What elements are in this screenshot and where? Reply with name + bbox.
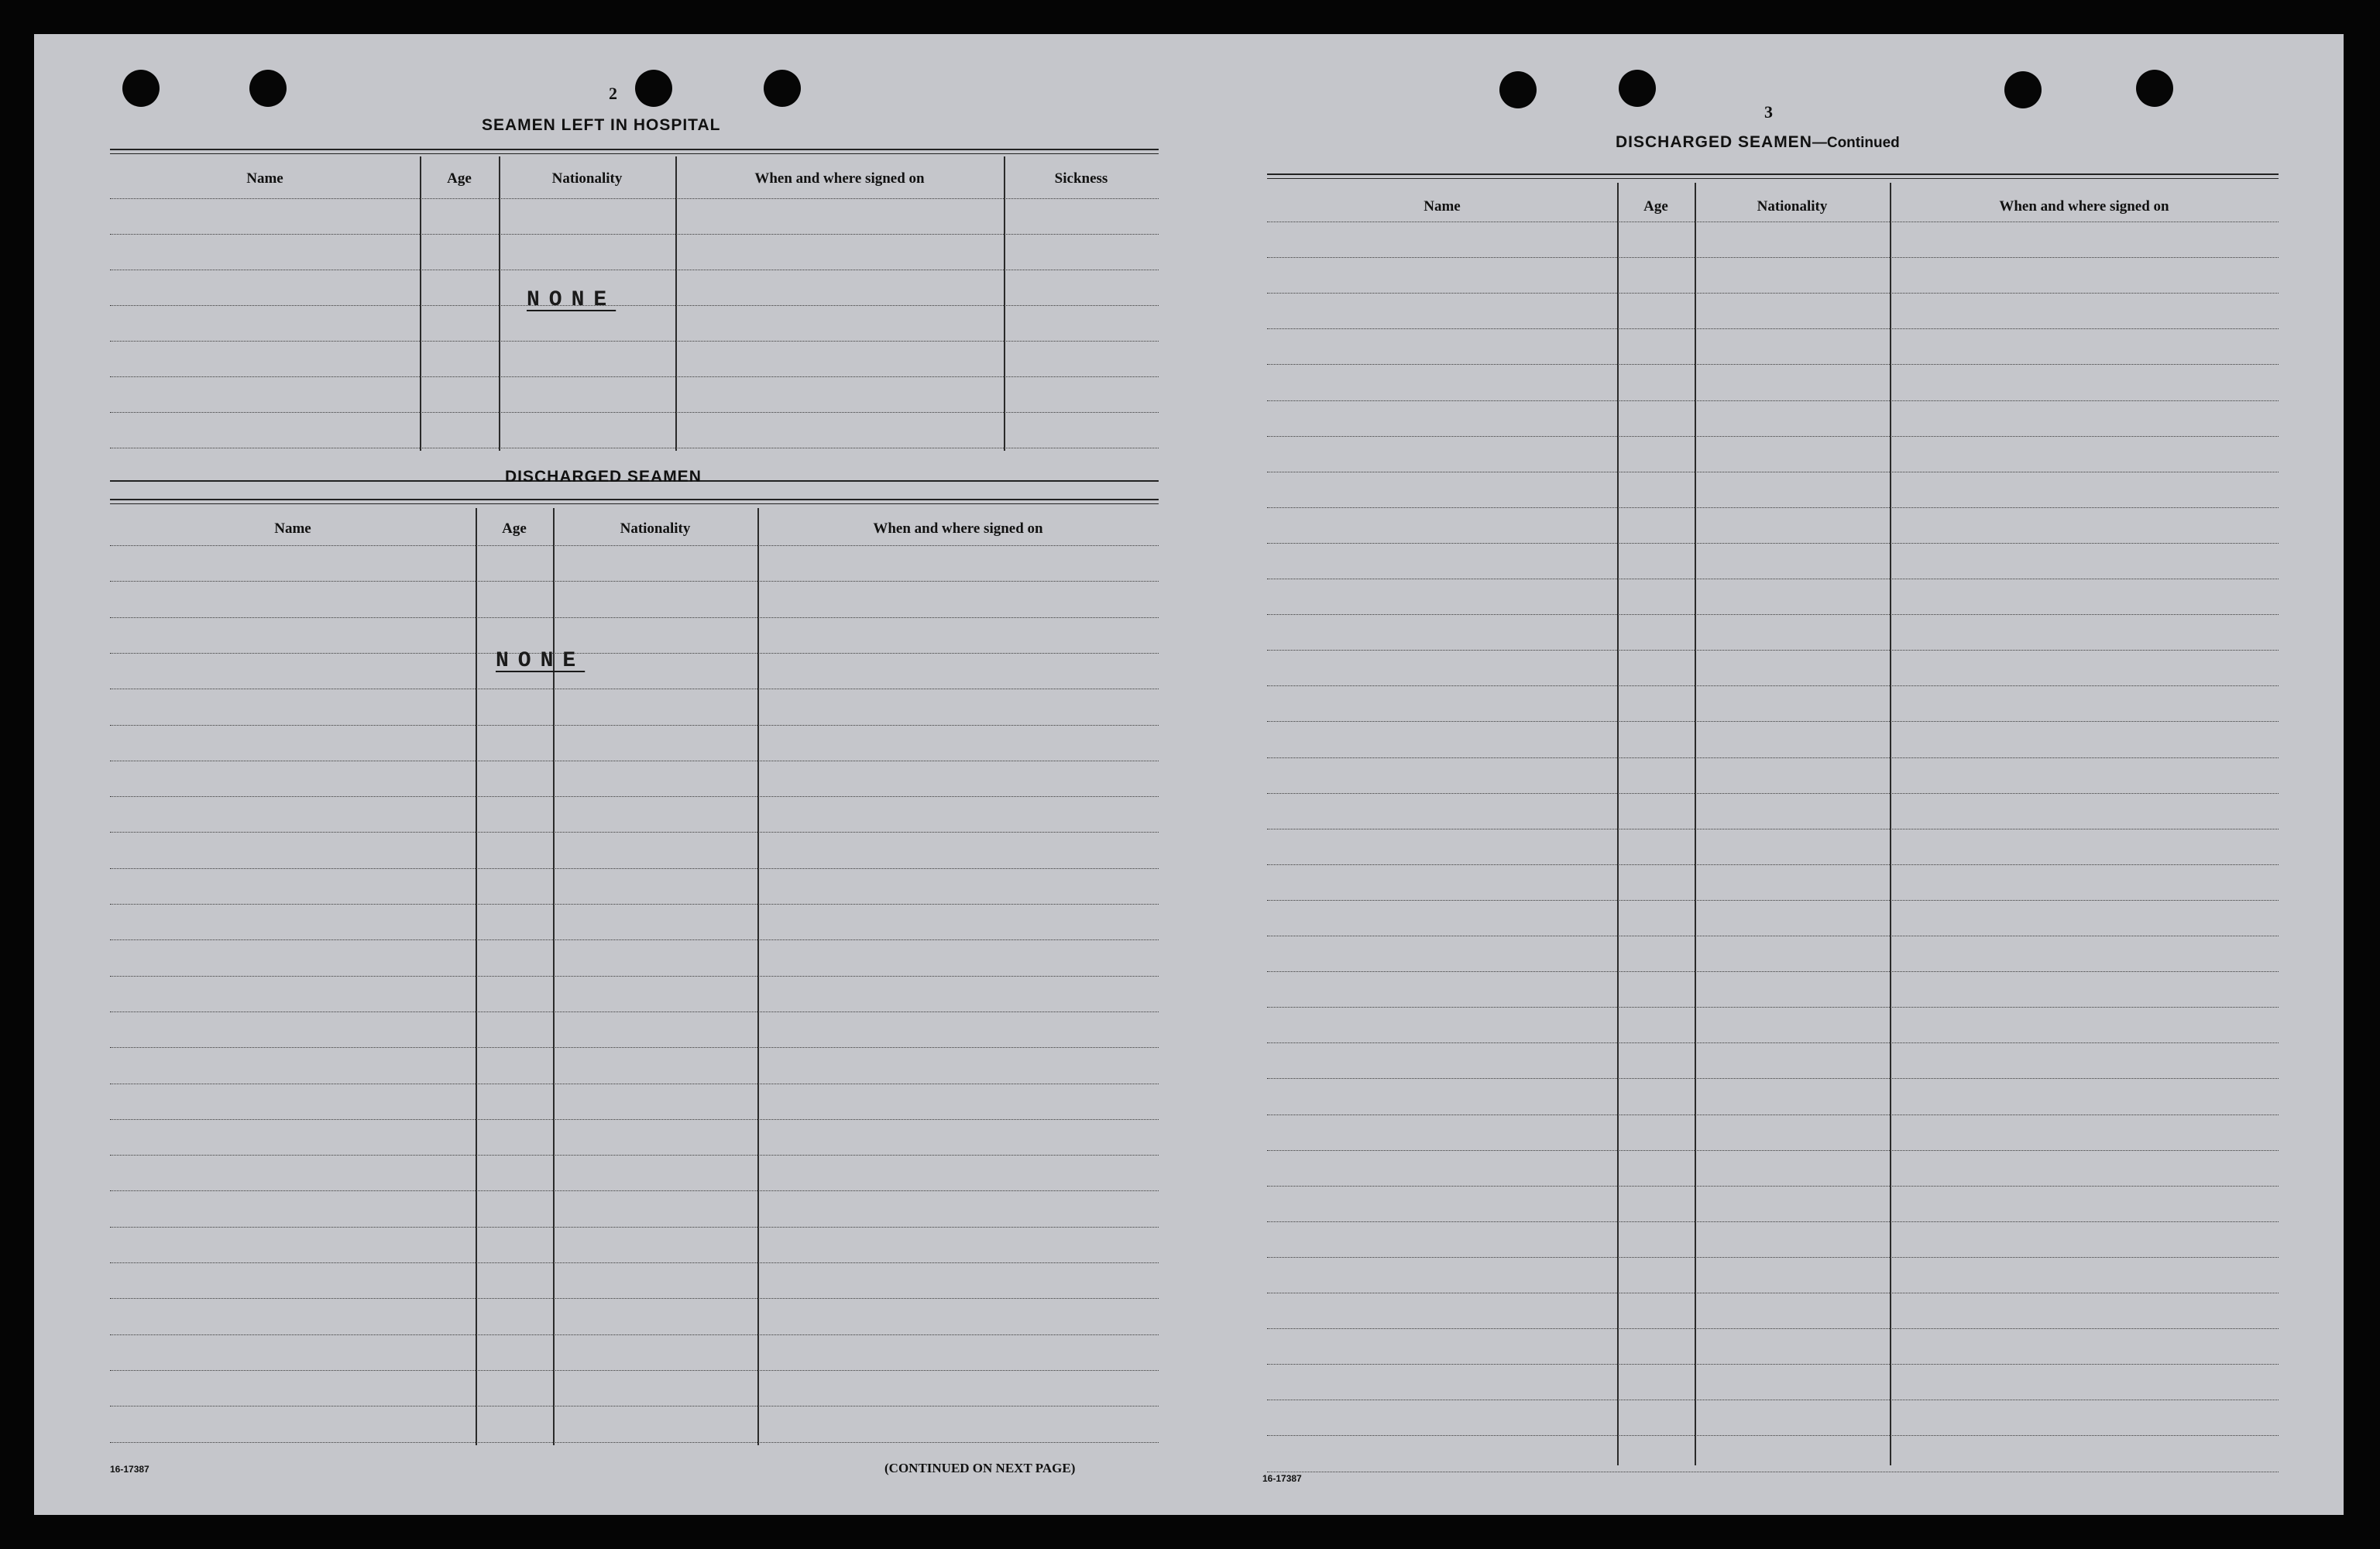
title-continued: —Continued [1812,135,1900,151]
ruled-line [110,1227,1159,1228]
ruled-line [110,939,1159,940]
ruled-line [1267,971,2279,972]
ruled-line [110,376,1159,377]
col-header-signed-on: When and where signed on [754,170,925,187]
ruled-line [1267,614,2279,615]
discharged-continued-table [1267,173,2279,1482]
col-header-age: Age [447,170,472,187]
ruled-line [1267,328,2279,329]
ruled-line [1267,543,2279,544]
ruled-line [1267,364,2279,365]
none-stamp: NONE [496,649,586,673]
hospital-table [110,149,1159,483]
ruled-line [1267,1257,2279,1258]
ruled-line [1267,1364,2279,1365]
hospital-section-title: SEAMEN LEFT IN HOSPITAL [482,116,721,134]
col-header-name: Name [1424,198,1461,215]
ruled-line [110,868,1159,869]
form-number: 16-17387 [1262,1473,1302,1484]
ruled-line [110,976,1159,977]
continued-note: (CONTINUED ON NEXT PAGE) [884,1461,1076,1475]
ruled-line [110,412,1159,413]
ruled-line [1267,1186,2279,1187]
col-header-nationality: Nationality [1757,198,1828,215]
ruled-line [1267,400,2279,401]
right-page [1185,34,2344,1515]
col-header-sickness: Sickness [1054,170,1108,187]
punch-hole [2136,70,2173,107]
punch-hole [249,70,287,107]
punch-hole [635,70,672,107]
ruled-line [110,1047,1159,1048]
ruled-line [1267,1328,2279,1329]
ruled-line [1267,436,2279,437]
ruled-line [1267,900,2279,901]
ruled-line [110,1298,1159,1299]
ruled-line [1267,507,2279,508]
ruled-line [1267,650,2279,651]
ruled-line [110,725,1159,726]
ruled-line [1267,293,2279,294]
left-page [34,34,1185,1515]
ruled-line [110,653,1159,654]
ruled-line [110,581,1159,582]
ruled-line [110,1334,1159,1335]
ruled-line [110,1442,1159,1443]
ruled-line [110,341,1159,342]
col-header-age: Age [1643,198,1668,215]
punch-hole [2004,71,2042,108]
ruled-line [110,617,1159,618]
ruled-line [110,305,1159,306]
ruled-line [1267,1435,2279,1436]
ruled-line [110,198,1159,199]
none-stamp: NONE [527,288,616,312]
punch-hole [1499,71,1537,108]
title-main: DISCHARGED SEAMEN [1616,133,1812,151]
punch-hole [1619,70,1656,107]
discharged-continued-title [1616,133,1900,152]
ruled-line [110,1190,1159,1191]
col-header-signed-on: When and where signed on [1999,198,2169,215]
discharged-section-title: DISCHARGED SEAMEN [505,468,702,486]
ruled-line [1267,1042,2279,1043]
punch-hole [122,70,160,107]
ruled-line [110,904,1159,905]
col-header-age: Age [502,520,527,537]
ruled-line [110,796,1159,797]
ruled-line [1267,793,2279,794]
ruled-line [110,832,1159,833]
ruled-line [110,1119,1159,1120]
col-header-name: Name [246,170,283,187]
col-header-nationality: Nationality [551,170,623,187]
ruled-line [1267,257,2279,258]
col-header-signed-on: When and where signed on [873,520,1043,537]
ruled-line [110,1011,1159,1012]
punch-hole [764,70,801,107]
col-header-name: Name [274,520,311,537]
ruled-line [1267,1007,2279,1008]
ruled-line [1267,721,2279,722]
form-number: 16-17387 [110,1464,149,1475]
discharged-table [110,499,1159,1475]
col-header-nationality: Nationality [620,520,691,537]
ruled-line [1267,1221,2279,1222]
ruled-line [110,1262,1159,1263]
ruled-line [110,1370,1159,1371]
ruled-line [1267,757,2279,758]
page-number: 3 [1764,102,1773,122]
ruled-line [110,545,1159,546]
ruled-line [110,234,1159,235]
ruled-line [110,1155,1159,1156]
page-number: 2 [609,84,617,103]
ruled-line [1267,685,2279,686]
ruled-line [1267,1078,2279,1079]
ruled-line [1267,1150,2279,1151]
ruled-line [1267,864,2279,865]
